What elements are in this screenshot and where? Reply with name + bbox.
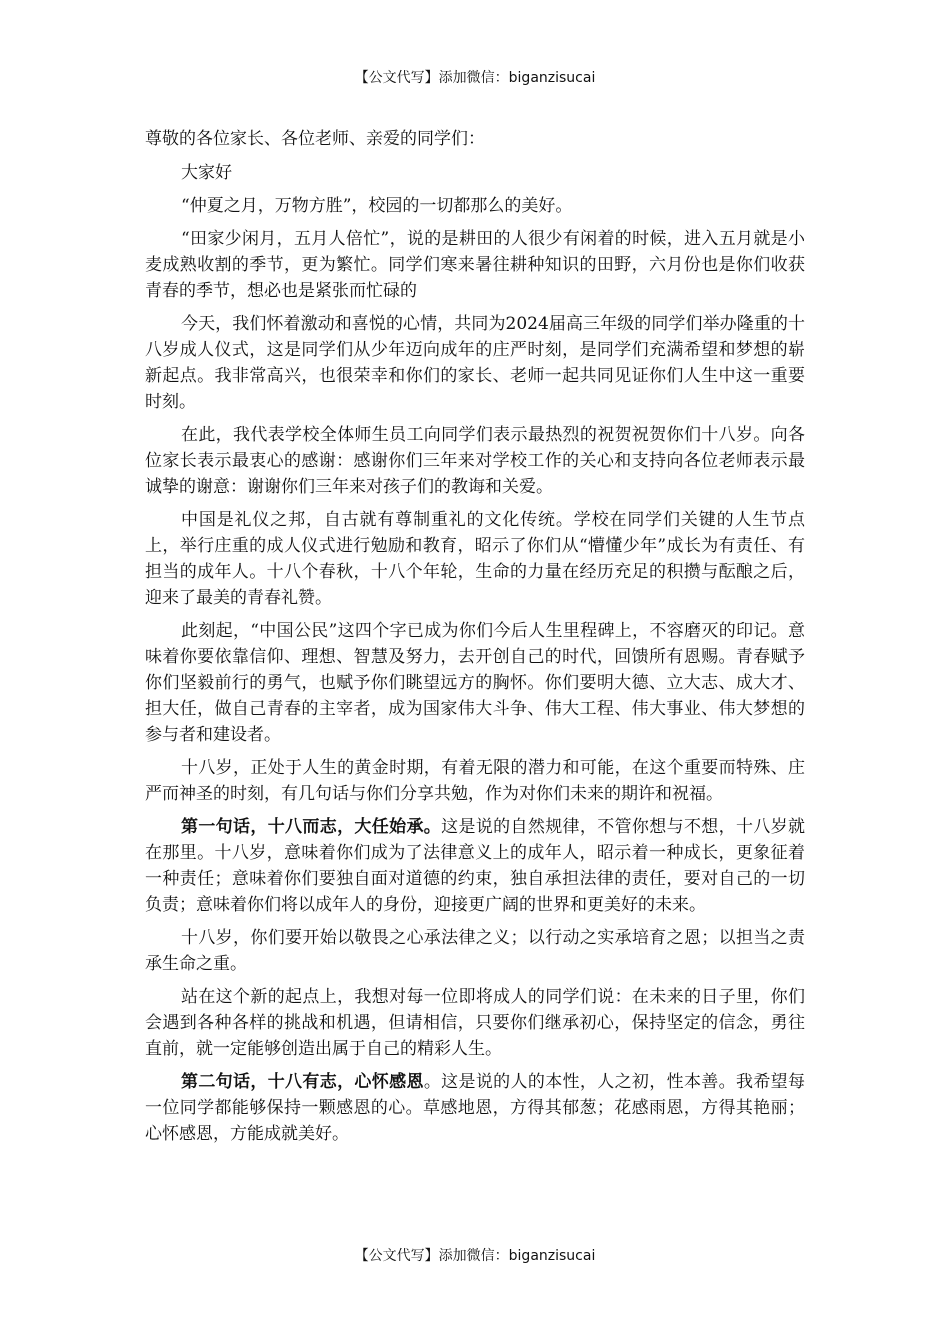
paragraph [145,1069,805,1147]
paragraph-text: 站在这个新的起点上，我想对每一位即将成人的同学们说：在未来的日子里，你们会遇到各种各样的挑战和机遇，但请相信，只要你们继承初心，保持坚定的信念，勇往直前，就一定能够创造出属于自己的精彩人生。 [145,987,805,1059]
paragraph [145,984,805,1062]
paragraph [145,193,805,219]
paragraph [145,422,805,500]
paragraph [145,160,805,186]
paragraph-text: 十八岁，正处于人生的黄金时期，有着无限的潜力和可能，在这个重要而特殊、庄严而神圣的时刻，有几句话与你们分享共勉，作为对你们未来的期许和祝福。 [145,758,805,804]
page-footer: 【公文代写】添加微信：biganzisucai [354,1248,596,1264]
paragraph [145,226,805,304]
paragraph-text: 十八岁，你们要开始以敬畏之心承法律之义；以行动之实承培育之恩；以担当之责承生命之重。 [145,928,805,974]
paragraph-lead-bold: 第一句话，十八而志，大任始承。 [181,817,442,837]
paragraph-text: 此刻起，“中国公民”这四个字已成为你们今后人生里程碑上，不容磨灭的印记。意味着你要依靠信仰、理想、智慧及努力，去开创自己的时代，回馈所有恩赐。青春赋予你们坚毅前行的勇气，也赋予你们眺望远方的胸怀。你们要明大德、立大志、成大才、担大任，做自己青春的主宰者，成为国家伟大斗争、伟大工程、伟大事业、伟大梦想的参与者和建设者。 [145,621,805,745]
paragraph-text: 大家好 [181,163,232,183]
paragraph-text: 中国是礼仪之邦，自古就有尊制重礼的文化传统。学校在同学们关键的人生节点上，举行庄重的成人仪式进行勉励和教育，昭示了你们从“懵懂少年”成长为有责任、有担当的成年人。十八个春秋，十八个年轮，生命的力量在经历充足的积攒与酝酿之后，迎来了最美的青春礼赞。 [145,510,805,608]
document-body [145,126,805,1154]
paragraph [145,618,805,748]
paragraph-lead-bold: 第二句话，十八有志，心怀感恩 [181,1072,424,1092]
paragraph [145,814,805,918]
paragraph-text: 今天，我们怀着激动和喜悦的心情，共同为2024届高三年级的同学们举办隆重的十八岁成人仪式，这是同学们从少年迈向成年的庄严时刻，是同学们充满希望和梦想的崭新起点。我非常高兴，也很荣幸和你们的家长、老师一起共同见证你们人生中这一重要时刻。 [145,314,805,412]
paragraph-text: 这是说的自然规律，不管你想与不想，十八岁就在那里。十八岁，意味着你们成为了法律意义上的成年人，昭示着一种成长，更象征着一种责任；意味着你们要独自面对道德的约束，独自承担法律的责任，要对自己的一切负责；意味着你们将以成年人的身份，迎接更广阔的世界和更美好的未来。 [145,817,806,915]
paragraph [145,755,805,807]
page-header: 【公文代写】添加微信：biganzisucai [354,70,596,86]
paragraph-text: 。这是说的人的本性，人之初，性本善。我希望每一位同学都能够保持一颗感恩的心。草感地恩，方得其郁葱；花感雨恩，方得其艳丽；心怀感恩，方能成就美好。 [145,1072,806,1144]
paragraph [145,311,805,415]
paragraph-text: 在此，我代表学校全体师生员工向同学们表示最热烈的祝贺祝贺你们十八岁。向各位家长表示最衷心的感谢：感谢你们三年来对学校工作的关心和支持向各位老师表示最诚挚的谢意：谢谢你们三年来对孩子们的教诲和关爱。 [145,425,805,497]
paragraph [145,925,805,977]
paragraph [145,507,805,611]
paragraph-text: “仲夏之月，万物方胜”，校园的一切都那么的美好。 [181,196,573,216]
salutation: 尊敬的各位家长、各位老师、亲爱的同学们： [145,129,485,149]
paragraph-text: “田家少闲月，五月人倍忙”，说的是耕田的人很少有闲着的时候，进入五月就是小麦成熟收割的季节，更为繁忙。同学们寒来暑往耕种知识的田野，六月份也是你们收获青春的季节，想必也是紧张而忙碌的 [145,229,805,301]
